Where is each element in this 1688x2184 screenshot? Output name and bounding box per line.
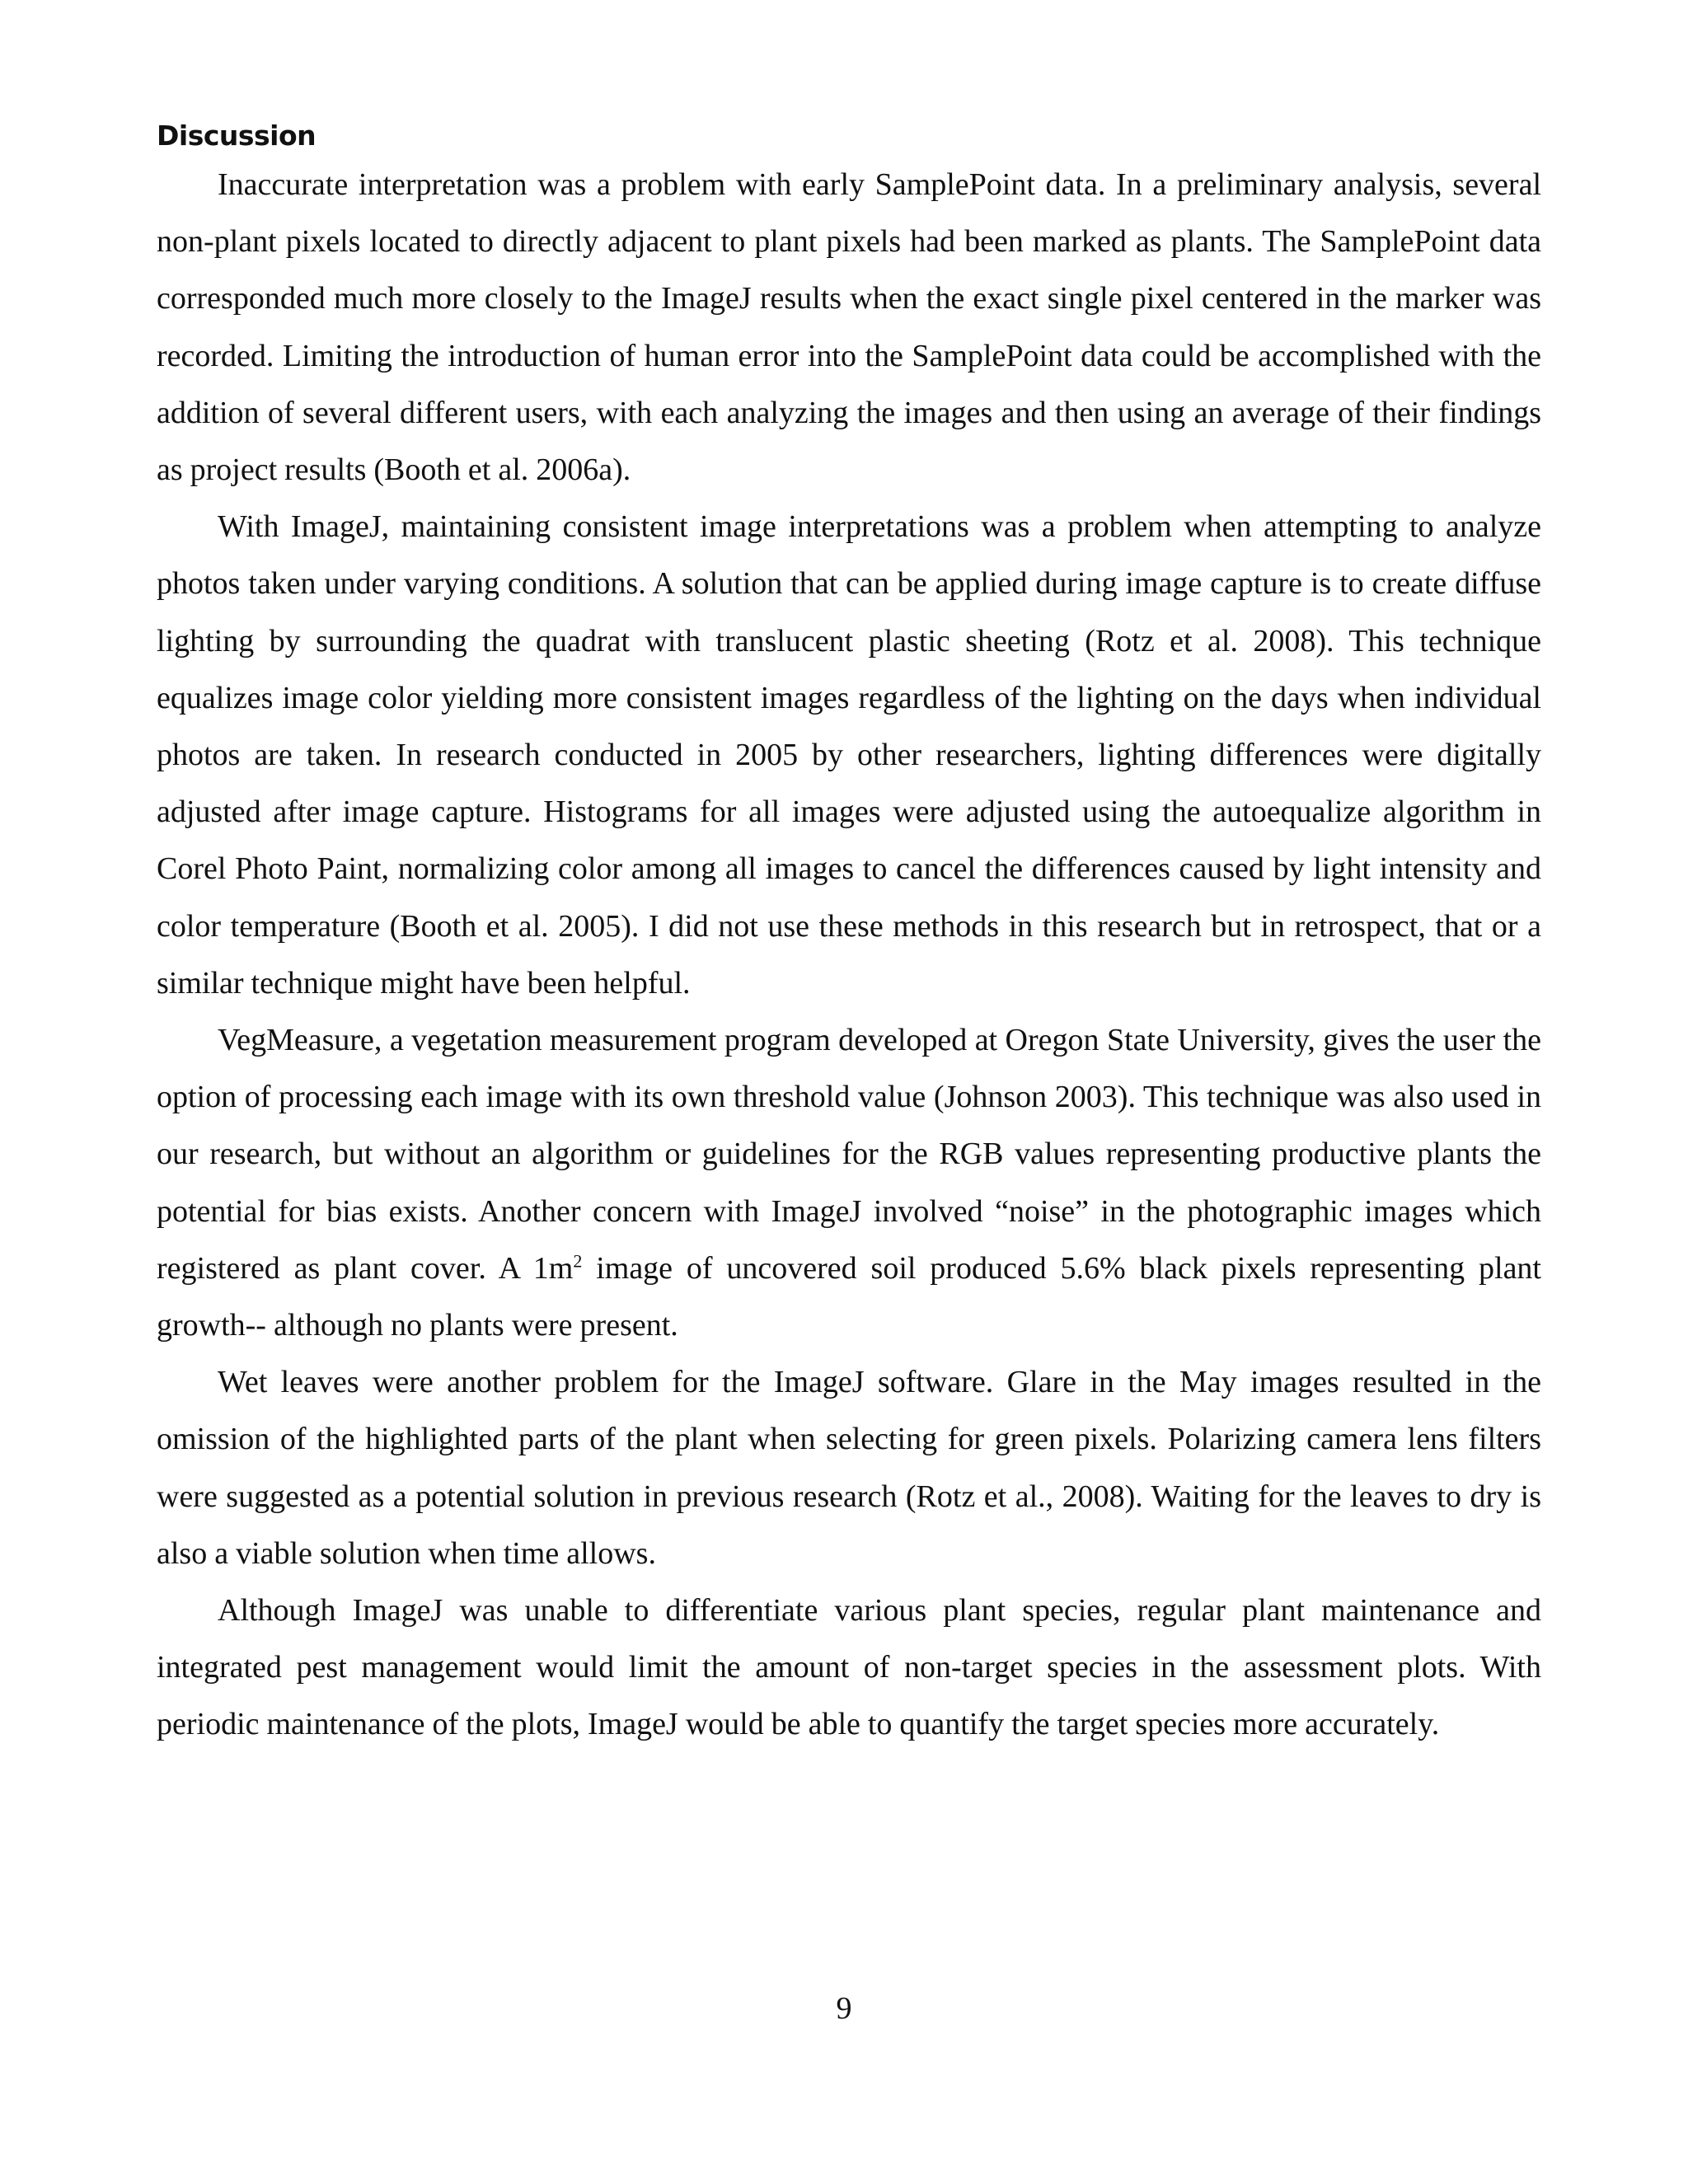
paragraph-5: Although ImageJ was unable to differentiate various plant species, regular plant maintenance and integrated pest management would limit the amount of non-target species in the assessment plots. With periodic maintenance of the plots, ImageJ would be able to quantify the target species more accurately. xyxy=(157,1593,1541,1742)
paragraph-2: With ImageJ, maintaining consistent image interpretations was a problem when attempting to analyze photos taken under varying conditions. A solution that can be applied during image capture is to create diffuse lighting by surrounding the quadrat with translucent plastic sheeting (Rotz et al. 2008). This technique equalizes image color yielding more consistent images regardless of the lighting on the days when individual photos are taken. In research conducted in 2005 by other researchers, lighting differences were digitally adjusted after image capture. Histograms for all images were adjusted using the autoequalize algorithm in Corel Photo Paint, normalizing color among all images to cancel the differences caused by light intensity and color temperature (Booth et al. 2005). I did not use these methods in this research but in retrospect, that or a similar technique might have been helpful. xyxy=(157,509,1541,1001)
paragraph-3-text-before: VegMeasure, a vegetation measurement program developed at Oregon State University, gives the user the option of processing each image with its own threshold value (Johnson 2003). This technique was also used in our research, but without an algorithm or guidelines for the RGB values representing productive plants the potential for bias exists. Another concern with ImageJ involved “noise” in the photographic images which registered as plant cover. A 1m xyxy=(157,1023,1541,1286)
paragraph-3 xyxy=(157,1012,1541,1354)
page-content xyxy=(157,115,1541,1754)
paragraph-4: Wet leaves were another problem for the ImageJ software. Glare in the May images resulted in the omission of the highlighted parts of the plant when selecting for green pixels. Polarizing camera lens filters were suggested as a potential solution in previous research (Rotz et al., 2008). Waiting for the leaves to dry is also a viable solution when time allows. xyxy=(157,1365,1541,1571)
superscript-exponent: 2 xyxy=(573,1250,583,1272)
paragraph-3-text-after: image of uncovered soil produced 5.6% black pixels representing plant growth-- although no plants were present. xyxy=(157,1250,1541,1343)
page-number: 9 xyxy=(836,1991,852,2026)
section-heading: Discussion xyxy=(157,120,316,152)
paragraph-1: Inaccurate interpretation was a problem with early SamplePoint data. In a preliminary analysis, several non-plant pixels located to directly adjacent to plant pixels had been marked as plants. The SamplePoint data corresponded much more closely to the ImageJ results when the exact single pixel centered in the marker was recorded. Limiting the introduction of human error into the SamplePoint data could be accomplished with the addition of several different users, with each analyzing the images and then using an average of their findings as project results (Booth et al. 2006a). xyxy=(157,167,1541,488)
